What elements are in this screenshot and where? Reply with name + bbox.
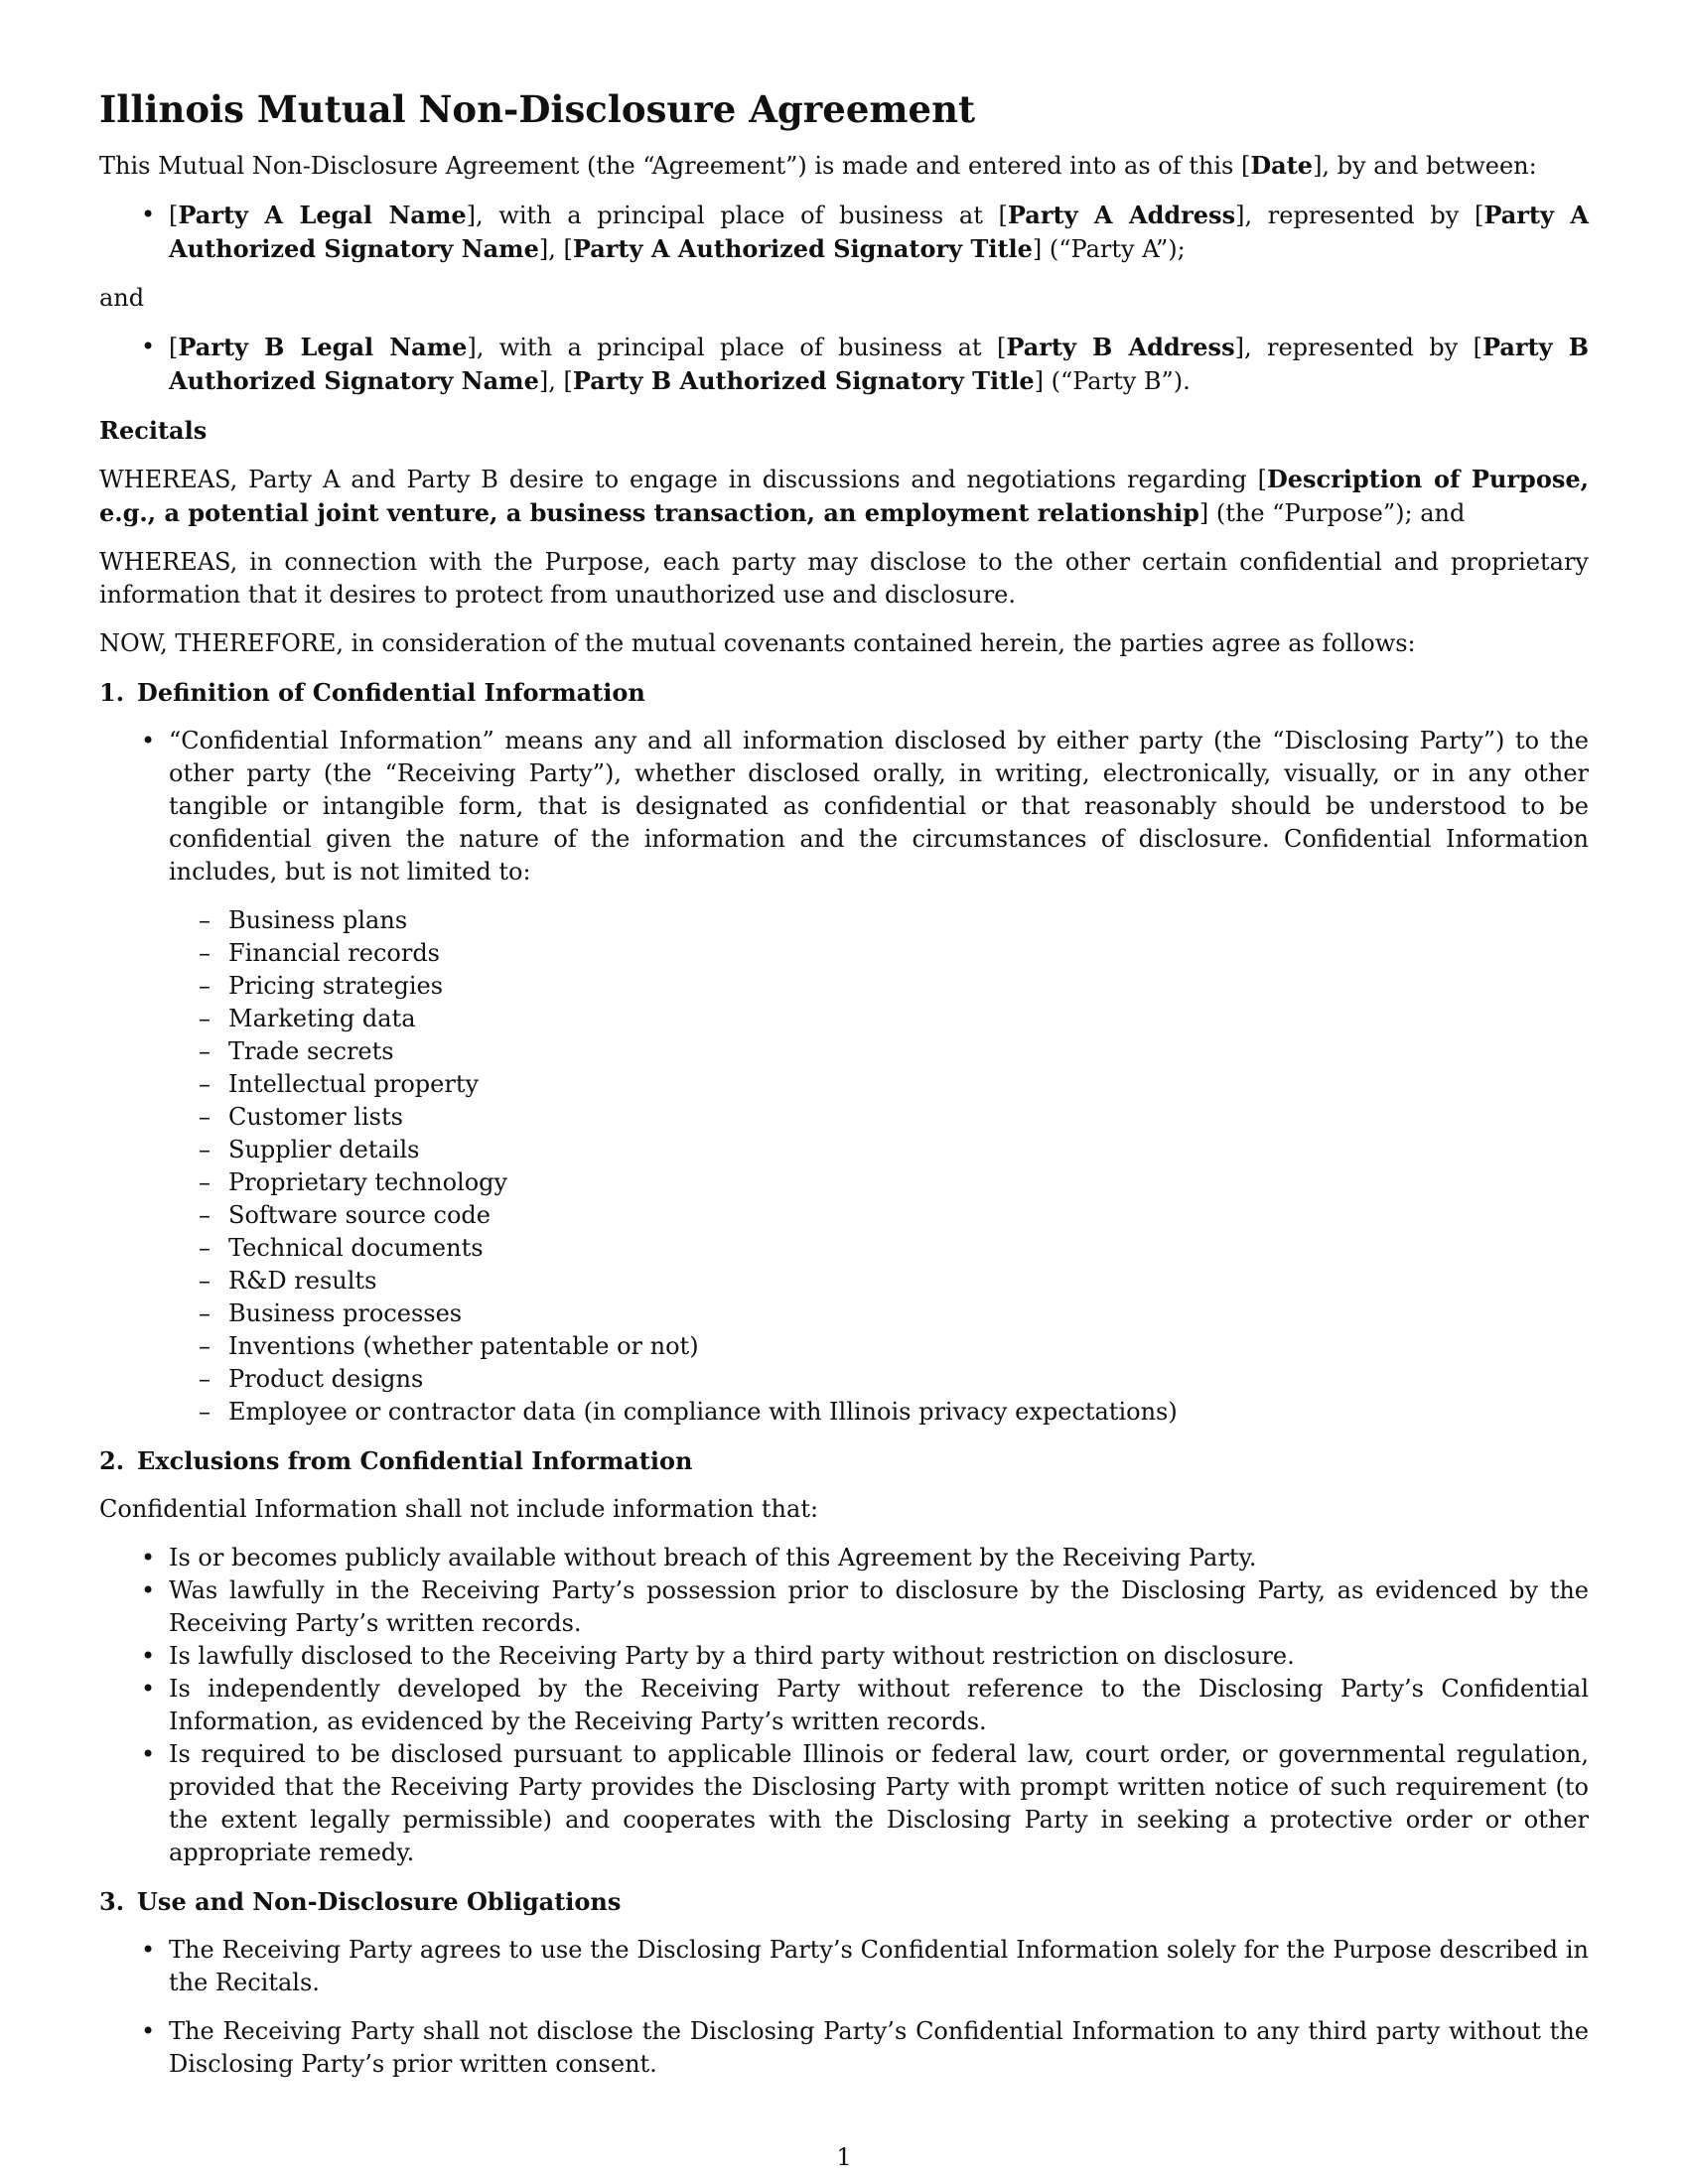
confidential-info-example: – Marketing data [228, 1003, 1589, 1035]
section-1-heading [99, 676, 1589, 709]
confidential-info-example: – Employee or contractor data (in compliance with Illinois privacy expectations) [228, 1396, 1589, 1429]
confidential-info-example: – Trade secrets [228, 1035, 1589, 1068]
page-number: 1 [836, 2143, 852, 2171]
party-a-signatory-name-placeholder: Party A Authorized Signatory Name [169, 201, 1589, 263]
confidential-info-example: – Business plans [228, 904, 1589, 937]
party-a-address-placeholder: Party A Address [1007, 201, 1236, 229]
party-a-list [99, 199, 1589, 266]
section-title: Definition of Confidential Information [137, 678, 645, 707]
party-a-text: ] (“Party A”); [1032, 235, 1186, 263]
obligation-item: • The Receiving Party agrees to use the Disclosing Party’s Confidential Information solely for the Purpose described in the Recitals. [169, 1934, 1589, 1999]
confidential-info-example: – Customer lists [228, 1101, 1589, 1134]
whereas-text-end: ] (the “Purpose”); and [1198, 499, 1466, 527]
exclusion-item: • Is lawfully disclosed to the Receiving Party by a third party without restriction on disclosure. [169, 1640, 1589, 1673]
bracket: [ [169, 202, 179, 229]
exclusion-item: • Is or becomes publicly available without breach of this Agreement by the Receiving Party. [169, 1542, 1589, 1574]
party-b-text: ], represented by [ [1234, 334, 1482, 361]
party-a-text: ], represented by [ [1235, 202, 1484, 229]
intro-text-end: ], by and between: [1313, 152, 1537, 180]
confidential-info-example: – Inventions (whether patentable or not) [228, 1330, 1589, 1363]
confidential-info-example: – R&D results [228, 1265, 1589, 1297]
exclusion-item: • Is required to be disclosed pursuant to applicable Illinois or federal law, court order, or governmental regulation, provided that the Receiving Party provides the Disclosing Party with prompt written notice of such requirement (to the extent legally permissible) and cooperates with the Disclosing Party in seeking a protective order or other appropriate remedy. [169, 1738, 1589, 1869]
exclusions-list [99, 1542, 1589, 1869]
whereas-text: WHEREAS, Party A and Party B desire to engage in discussions and negotiations regarding [ [99, 466, 1267, 493]
confidential-info-example: – Supplier details [228, 1134, 1589, 1166]
party-a-name-placeholder: Party A Legal Name [178, 201, 467, 229]
exclusion-item: • Is independently developed by the Receiving Party without reference to the Disclosing Party’s Confidential Information, as evidenced by the Receiving Party’s written records. [169, 1673, 1589, 1738]
document-title: Illinois Mutual Non-Disclosure Agreement [99, 87, 976, 131]
party-b-text: ], with a principal place of business at [ [467, 334, 1007, 361]
section-1-list [99, 725, 1589, 1429]
exclusion-item: • Was lawfully in the Receiving Party’s possession prior to disclosure by the Disclosing Party, as evidenced by the Receiving Party’s written records. [169, 1574, 1589, 1640]
party-a-text: ], with a principal place of business at [ [466, 202, 1008, 229]
whereas-purpose [99, 463, 1589, 530]
definition-item [169, 725, 1589, 1429]
party-b-text: ] (“Party B”). [1034, 367, 1191, 395]
confidential-info-example: – Intellectual property [228, 1068, 1589, 1101]
and-text: and [99, 284, 145, 312]
whereas-disclosure: WHEREAS, in connection with the Purpose, each party may disclose to the other certain confidential and proprietary information that it desires to protect from unauthorized use and disclosure. [99, 548, 1589, 609]
section-number: 1. [99, 678, 125, 707]
obligations-list [99, 1934, 1589, 2081]
document-page [99, 85, 1589, 2097]
confidential-info-example: – Software source code [228, 1199, 1589, 1232]
party-b-name-placeholder: Party B Legal Name [178, 333, 468, 361]
section-3-heading [99, 1885, 1589, 1918]
confidential-info-example: – Proprietary technology [228, 1166, 1589, 1199]
party-b-signatory-title-placeholder: Party B Authorized Signatory Title [572, 366, 1035, 395]
section-title: Use and Non-Disclosure Obligations [137, 1887, 622, 1916]
party-b-text: ], [ [538, 367, 573, 395]
section-number: 2. [99, 1446, 125, 1475]
obligation-item: • The Receiving Party shall not disclose the Disclosing Party’s Confidential Information to any third party without the Disclosing Party’s prior written consent. [169, 2015, 1589, 2081]
intro-paragraph [99, 149, 1589, 183]
section-number: 3. [99, 1887, 125, 1916]
confidential-info-examples [169, 904, 1589, 1429]
purpose-placeholder: Description of Purpose, e.g., a potential joint venture, a business transaction, an employment relationship [99, 465, 1589, 527]
party-a-item [169, 199, 1589, 266]
confidential-info-example: – Technical documents [228, 1232, 1589, 1265]
section-title: Exclusions from Confidential Information [137, 1446, 693, 1475]
now-therefore: NOW, THEREFORE, in consideration of the mutual covenants contained herein, the parties agree as follows: [99, 629, 1416, 657]
party-b-list [99, 331, 1589, 398]
confidential-info-example: – Product designs [228, 1363, 1589, 1396]
section-2-heading [99, 1444, 1589, 1477]
party-b-item [169, 331, 1589, 398]
recitals-heading: Recitals [99, 416, 208, 445]
definition-text: “Confidential Information” means any and all information disclosed by either party (the “Disclosing Party”) to the other party (the “Receiving Party”), whether disclosed orally, in writing, electronically, visually, or in any other tangible or intangible form, that is designated as confidential or that reasonably should be understood to be confidential given the nature of the information and the circumstances of disclosure. Confidential Information includes, but is not limited to: [169, 727, 1589, 886]
date-placeholder: Date [1250, 151, 1314, 180]
confidential-info-example: – Pricing strategies [228, 970, 1589, 1003]
party-a-signatory-title-placeholder: Party A Authorized Signatory Title [572, 234, 1033, 263]
party-a-text: ], [ [538, 235, 573, 263]
party-b-address-placeholder: Party B Address [1006, 333, 1235, 361]
confidential-info-example: – Financial records [228, 937, 1589, 970]
bracket: [ [169, 334, 179, 361]
confidential-info-example: – Business processes [228, 1297, 1589, 1330]
exclusions-intro: Confidential Information shall not include information that: [99, 1495, 819, 1523]
intro-text: This Mutual Non-Disclosure Agreement (the “Agreement”) is made and entered into as of this [ [99, 152, 1251, 180]
party-b-signatory-name-placeholder: Party B Authorized Signatory Name [169, 333, 1589, 395]
